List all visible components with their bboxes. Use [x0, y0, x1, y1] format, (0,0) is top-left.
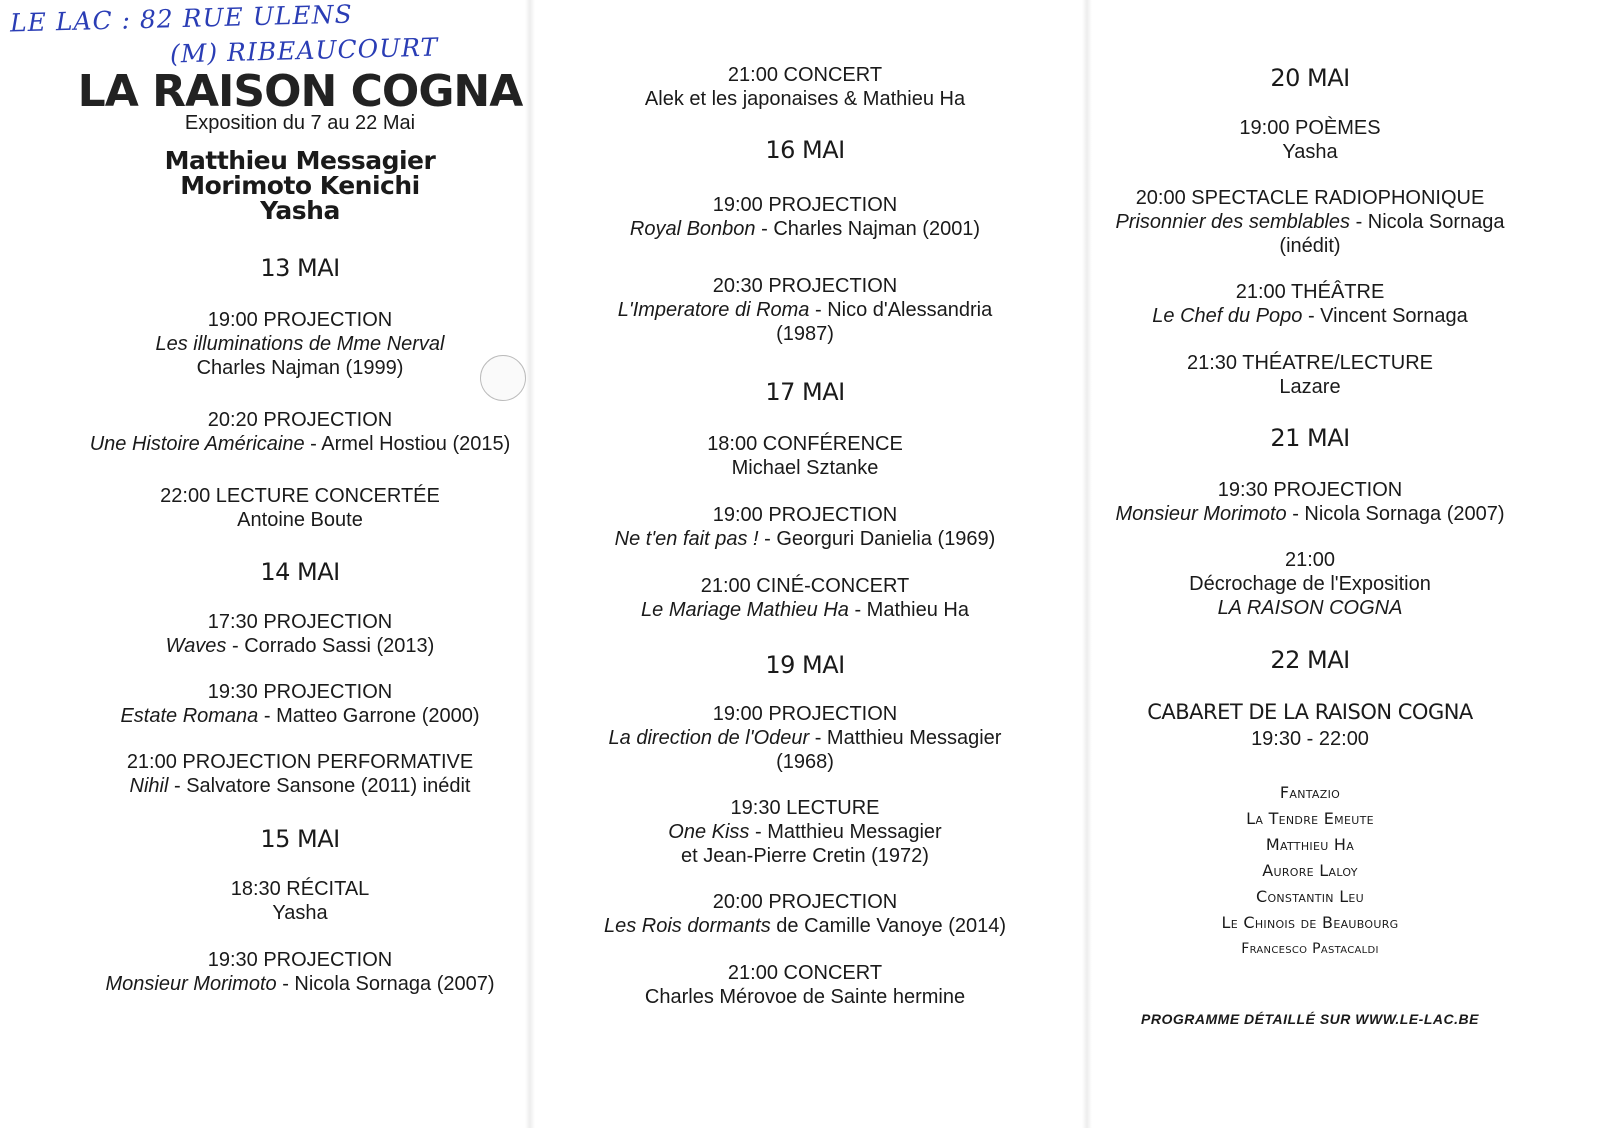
event-credit: - Salvatore Sansone (2011) inédit	[168, 775, 471, 797]
event-heading: 21:00	[1284, 549, 1336, 571]
event	[55, 948, 545, 996]
performer-name: Aurore Laloy	[1262, 861, 1358, 880]
event-heading: 21:00 CONCERT	[727, 962, 883, 984]
event-title: L'Imperatore di Roma	[617, 299, 810, 321]
artist-name: Matthieu Messagier	[164, 146, 436, 175]
event	[555, 274, 1055, 346]
event-title: La direction de l'Odeur	[608, 727, 810, 749]
event-title: Monsieur Morimoto	[1115, 503, 1287, 525]
event-heading: 19:30 PROJECTION	[207, 681, 393, 703]
performer-list	[1060, 780, 1560, 962]
day-heading: 19 MAI	[765, 651, 845, 679]
event	[555, 702, 1055, 774]
event-credit: de Camille Vanoye (2014)	[770, 915, 1007, 937]
column-middle	[555, 0, 1055, 1128]
event-credit: - Armel Hostiou (2015)	[304, 433, 511, 455]
event-heading: 18:30 RÉCITAL	[230, 878, 370, 900]
event-heading: 21:00 CINÉ-CONCERT	[700, 575, 910, 597]
event-title: Les illuminations de Mme Nerval	[155, 333, 445, 355]
event-credit: Alek et les japonaises & Mathieu Ha	[644, 88, 966, 110]
day-heading: 14 MAI	[260, 558, 340, 586]
performer-name: Fantazio	[1279, 783, 1341, 802]
event-heading: 21:00 PROJECTION PERFORMATIVE	[126, 751, 474, 773]
handwritten-metro: (M) RIBEAUCOURT	[169, 32, 439, 69]
event-heading: 19:00 PROJECTION	[712, 194, 898, 216]
event-title: LA RAISON COGNA	[1217, 597, 1403, 619]
event	[555, 193, 1055, 241]
event-heading: 20:00 PROJECTION	[712, 891, 898, 913]
event-heading: 20:20 PROJECTION	[207, 409, 393, 431]
event	[55, 408, 545, 456]
performer-name: Francesco Pastacaldi	[1241, 941, 1379, 957]
event-credit-2: et Jean-Pierre Cretin (1972)	[681, 845, 929, 867]
day-heading: 16 MAI	[765, 136, 845, 164]
event-title: Royal Bonbon	[629, 218, 756, 240]
event-credit: - Nicola Sornaga	[1350, 211, 1505, 233]
event	[555, 432, 1055, 480]
day-heading: 20 MAI	[1270, 64, 1350, 92]
event-credit: - Matthieu Messagier	[749, 821, 942, 843]
event-title: Prisonnier des semblables	[1115, 211, 1351, 233]
event-heading: 19:00 PROJECTION	[712, 703, 898, 725]
event-title: One Kiss	[668, 821, 750, 843]
event-heading: 21:00 CONCERT	[727, 64, 883, 86]
event	[555, 63, 1055, 111]
performer-name: La Tendre Emeute	[1246, 809, 1374, 828]
cabaret-time: 19:30 - 22:00	[1251, 728, 1369, 750]
event-heading: 21:30 THÉATRE/LECTURE	[1186, 352, 1433, 374]
artist-name: Morimoto Kenichi	[180, 171, 420, 200]
event-heading: 20:30 PROJECTION	[712, 275, 898, 297]
event-title: Ne t'en fait pas !	[614, 528, 759, 550]
handwritten-address: LE LAC : 82 RUE ULENS	[9, 0, 353, 38]
event	[1060, 280, 1560, 328]
day-heading: 17 MAI	[765, 378, 845, 406]
event-credit: - Georguri Danielia (1969)	[758, 528, 996, 550]
event-credit: - Nico d'Alessandria	[809, 299, 993, 321]
event-title: Monsieur Morimoto	[105, 973, 277, 995]
event-heading: 19:30 LECTURE	[730, 797, 880, 819]
event	[55, 680, 545, 728]
column-right	[1060, 0, 1560, 1128]
event-credit: Antoine Boute	[237, 509, 363, 531]
event-credit: - Charles Najman (2001)	[755, 218, 981, 240]
event-credit: Michael Sztanke	[731, 457, 879, 479]
performer-name: Le Chinois de Beaubourg	[1221, 913, 1399, 932]
cabaret-title: CABARET DE LA RAISON COGNA	[1147, 700, 1473, 724]
punch-hole	[480, 355, 526, 401]
event-heading: 19:00 PROJECTION	[207, 309, 393, 331]
day-heading: 15 MAI	[260, 825, 340, 853]
artist-name: Yasha	[260, 196, 340, 225]
day-heading: 22 MAI	[1270, 646, 1350, 674]
event	[555, 574, 1055, 622]
event	[55, 610, 545, 658]
event-title: Une Histoire Américaine	[89, 433, 305, 455]
artist-list	[55, 148, 545, 223]
event	[55, 308, 545, 380]
event-credit: - Vincent Sornaga	[1302, 305, 1468, 327]
event-year: (1968)	[776, 751, 834, 773]
column-left	[55, 0, 545, 1128]
event-credit: Yasha	[1282, 141, 1338, 163]
exhibition-dates: Exposition du 7 au 22 Mai	[184, 112, 416, 134]
event	[555, 890, 1055, 938]
event	[55, 750, 545, 798]
website-footer: PROGRAMME DÉTAILLÉ SUR WWW.LE-LAC.BE	[1141, 1011, 1479, 1027]
day-heading: 21 MAI	[1270, 424, 1350, 452]
event	[55, 877, 545, 925]
event	[555, 961, 1055, 1009]
event-credit: Yasha	[272, 902, 328, 924]
event-credit: - Nicola Sornaga (2007)	[276, 973, 495, 995]
event-credit: Lazare	[1279, 376, 1341, 398]
event-heading: 17:30 PROJECTION	[207, 611, 393, 633]
day-heading: 13 MAI	[260, 254, 340, 282]
event	[1060, 548, 1560, 620]
event-title: Estate Romana	[120, 705, 259, 727]
event-heading: 20:00 SPECTACLE RADIOPHONIQUE	[1135, 187, 1485, 209]
event	[555, 503, 1055, 551]
event-heading: 18:00 CONFÉRENCE	[707, 433, 903, 455]
event	[1060, 116, 1560, 164]
event-credit: - Nicola Sornaga (2007)	[1286, 503, 1505, 525]
event	[55, 484, 545, 532]
event	[1060, 478, 1560, 526]
event-credit: - Mathieu Ha	[848, 599, 969, 621]
event	[1060, 186, 1560, 258]
event-heading: 19:00 PROJECTION	[712, 504, 898, 526]
event-heading: 21:00 THÉÂTRE	[1235, 281, 1385, 303]
event-title: Waves	[165, 635, 227, 657]
page-title: LA RAISON COGNA	[77, 66, 523, 117]
performer-name: Matthieu Ha	[1265, 835, 1355, 854]
event-credit: - Matthieu Messagier	[809, 727, 1002, 749]
event-credit: Décrochage de l'Exposition	[1189, 573, 1431, 595]
event-note: (inédit)	[1279, 235, 1341, 257]
event-heading: 19:30 PROJECTION	[1217, 479, 1403, 501]
performer-name: Constantin Leu	[1255, 887, 1365, 906]
event	[1060, 351, 1560, 399]
event-heading: 19:00 POÈMES	[1239, 117, 1381, 139]
event-credit: Charles Mérovoe de Sainte hermine	[644, 986, 966, 1008]
event-heading: 19:30 PROJECTION	[207, 949, 393, 971]
event-title: Le Mariage Mathieu Ha	[641, 599, 849, 621]
event-title: Le Chef du Popo	[1152, 305, 1303, 327]
event-credit: Charles Najman (1999)	[196, 357, 404, 379]
event-heading: 22:00 LECTURE CONCERTÉE	[160, 485, 440, 507]
event-title: Nihil	[129, 775, 169, 797]
event-credit: - Corrado Sassi (2013)	[226, 635, 435, 657]
event-credit: - Matteo Garrone (2000)	[258, 705, 480, 727]
event-title: Les Rois dormants	[603, 915, 771, 937]
event	[555, 796, 1055, 868]
event-year: (1987)	[776, 323, 834, 345]
